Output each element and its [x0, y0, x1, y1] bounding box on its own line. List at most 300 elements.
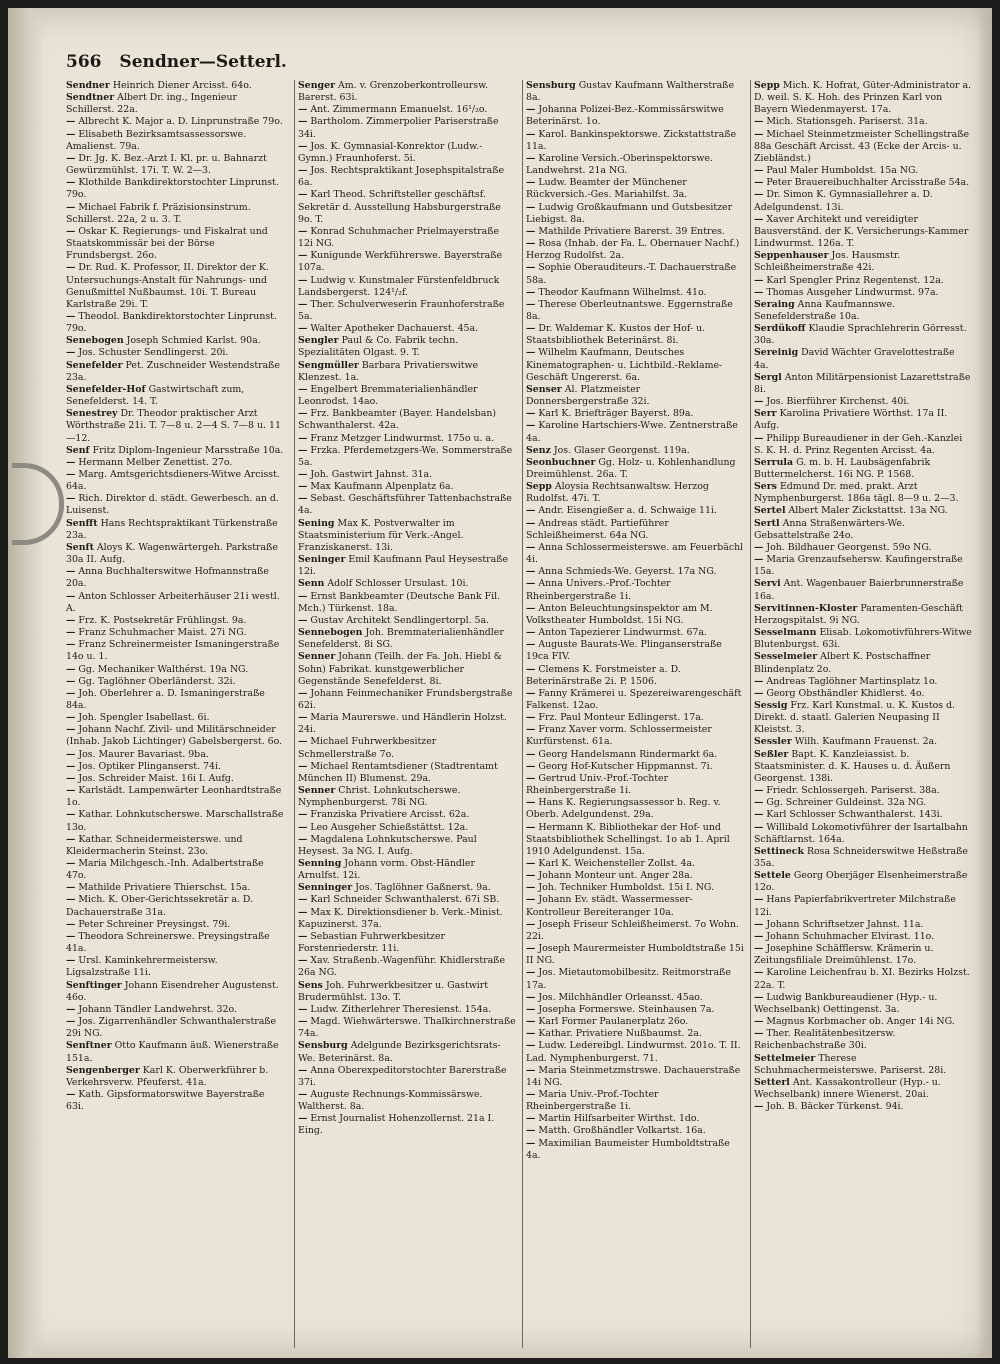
directory-entry [526, 323, 744, 347]
entry-surname: Settele [754, 870, 791, 882]
directory-entry [298, 80, 516, 104]
entry-details: Jos. K. Gymnasial-Konrektor (Ludw.-Gymn.) Fraunhoferst. 5i. [298, 140, 483, 164]
entry-surname: — [298, 469, 308, 480]
entry-surname: — [754, 943, 764, 955]
directory-entry [298, 554, 516, 578]
entry-details: Gg. Holz- u. Kohlenhandlung Dreimühlenst. 26a. T. [526, 456, 736, 480]
entry-surname: — [298, 189, 308, 201]
entry-details: Johann (Teilh. der Fa. Joh. Hiebl & Sohn) Fabrikat. kunstgewerblicher Gegenstände Senefelderst. 8i. [298, 651, 502, 687]
entry-surname: — [298, 760, 308, 772]
entry-surname: — [754, 541, 764, 553]
entry-surname: — [526, 128, 536, 140]
directory-entry [298, 980, 516, 1004]
directory-entry [66, 226, 284, 262]
entry-details: Frzka. Pferdemetzgers-We. Sommerstraße 5a. [298, 444, 513, 468]
entry-details: Gg. Mechaniker Walthérst. 19a NG. [78, 663, 249, 675]
entry-details: Maria Milchgesch.-Inh. Adalbertstraße 47o. [66, 858, 264, 882]
entry-details: Karl Theod. Schriftsteller geschäftsf. Sekretär d. Ausstellung Habsburgerstraße 9o. T. [298, 189, 501, 225]
entry-details: Theodora Schreinerswe. Preysingstraße 41a. [66, 930, 270, 955]
directory-entry [754, 1077, 972, 1101]
entry-surname: — [66, 1088, 76, 1100]
entry-details: Franz Metzger Lindwurmst. 175o u. a. [310, 432, 495, 444]
entry-details: Kathar. Lohnkutscherswe. Marschallstraße 13o. [66, 809, 284, 833]
entry-details: Karoline Leichenfrau b. XI. Bezirks Holzst. 22a. T. [754, 967, 970, 991]
entry-details: Johann Schuhmacher Elvirast. 11o. [766, 930, 935, 942]
entry-surname: — [526, 602, 536, 614]
entry-surname: Senner [298, 785, 336, 797]
entry-surname: Senninger [298, 882, 353, 894]
directory-entry [66, 931, 284, 955]
directory-entry [754, 347, 972, 371]
directory-entry [66, 894, 284, 918]
directory-entry [298, 1089, 516, 1113]
entry-surname: Senner [298, 651, 336, 663]
entry-surname: — [298, 104, 308, 116]
entry-details: Michael Rentamtsdiener (Stadtrentamt München II) Blumenst. 29a. [298, 760, 498, 784]
entry-details: Gustav Kaufmann Waltherstraße 8a. [526, 80, 734, 104]
entry-details: Theodol. Bankdirektorstochter Linprunst. 79o. [66, 310, 277, 335]
entry-details: Ant. Zimmermann Emanuelst. 16¹/₂o. [310, 104, 488, 116]
entry-details: Anna Kaufmannswe. Senefelderstraße 10a. [754, 298, 896, 322]
directory-entry [526, 797, 744, 821]
entry-surname: — [526, 712, 536, 724]
directory-entry [526, 992, 744, 1004]
directory-entry [526, 1113, 744, 1125]
directory-entry [66, 493, 284, 517]
directory-entry [66, 360, 284, 384]
entry-details: Gertrud Univ.-Prof.-Tochter Rheinbergerstraße 1i. [526, 772, 669, 797]
entry-surname: — [298, 250, 308, 262]
entry-details: Ant. Kassakontrolleur (Hyp.- u. Wechselbank) innere Wienerst. 20ai. [754, 1076, 941, 1100]
directory-entry [754, 688, 972, 700]
entry-details: Mich. K. Ober-Gerichtssekretär a. D. Dachauerstraße 31a. [66, 894, 254, 918]
entry-details: Josephine Schäfflersw. Krämerin u. Zeitungsfiliale Dreimühlenst. 17o. [754, 943, 934, 967]
entry-surname: — [526, 748, 536, 760]
directory-entry [66, 1016, 284, 1040]
entry-details: Michael Fuhrwerkbesitzer Schmellerstraße 7o. [298, 736, 437, 760]
entry-details: Karl Former Paulanerplatz 26o. [538, 1016, 689, 1028]
entry-surname: — [298, 274, 308, 286]
entry-surname: — [526, 1137, 536, 1149]
entry-surname: Sepp [526, 481, 552, 493]
entry-details: Willibald Lokomotivführer der Isartalbahn Schäftlarnst. 164a. [754, 821, 968, 845]
entry-details: Auguste Rechnungs-Kommissärswe. Waltherst. 8a. [298, 1088, 483, 1113]
entry-surname: — [526, 918, 536, 930]
entry-details: Maria Maurerswe. und Händlerin Holzst. 24i. [298, 712, 507, 736]
directory-entry [526, 347, 744, 383]
directory-entry [66, 92, 284, 116]
directory-entry [66, 335, 284, 347]
entry-details: Georg Obsthändler Khidlerst. 4o. [766, 687, 925, 699]
directory-entry [754, 372, 972, 396]
entry-details: Bartholom. Zimmerpolier Pariserstraße 34i. [298, 116, 499, 140]
directory-entry [754, 749, 972, 785]
entry-details: Klaudie Sprachlehrerin Görresst. 30a. [754, 323, 967, 347]
directory-entry [754, 919, 972, 931]
entry-surname: Seppenhauser [754, 250, 829, 262]
entry-details: Joh. Bremmaterialienhändler Senefelderst. 8i SG. [298, 627, 504, 651]
entry-surname: Senftinger [66, 979, 122, 991]
directory-entry [754, 80, 972, 116]
entry-surname: — [526, 1088, 536, 1100]
entry-surname: — [66, 687, 76, 699]
entry-details: Ludwig Bankbureaudiener (Hyp.- u. Wechselbank) Oettingenst. 3a. [754, 991, 938, 1015]
directory-entry [754, 542, 972, 554]
entry-surname: — [754, 821, 764, 833]
entry-details: Anna Schlossermeisterswe. am Feuerbächl 4i. [526, 541, 744, 566]
entry-surname: Senf [66, 444, 90, 456]
directory-entry [754, 275, 972, 287]
directory-entry [66, 129, 284, 153]
entry-surname: — [526, 1028, 536, 1040]
entry-surname: — [298, 590, 308, 602]
directory-entry [526, 1065, 744, 1089]
entry-details: Andr. Eisengießer a. d. Schwaige 11i. [538, 505, 717, 517]
directory-entry [298, 1016, 516, 1040]
entry-details: Karlstädt. Lampenwärter Leonhardtstraße 1o. [66, 785, 282, 809]
directory-entry [526, 1016, 744, 1028]
directory-entry [298, 116, 516, 140]
entry-details: Frz. Bankbeamter (Bayer. Handelsban) Schwanthalerst. 42a. [298, 408, 497, 432]
directory-entry [526, 639, 744, 663]
directory-entry [754, 931, 972, 943]
directory-entry [754, 809, 972, 821]
entry-details: Karl Spengler Prinz Regentenst. 12a. [766, 274, 944, 286]
directory-entry [298, 445, 516, 469]
directory-entry [66, 116, 284, 128]
entry-surname: — [298, 323, 308, 335]
directory-entry [66, 882, 284, 894]
entry-details: Karoline Versich.-Oberinspektorswe. Landwehrst. 21a NG. [526, 152, 713, 177]
directory-entry [298, 493, 516, 517]
entry-details: Mathilde Privatiere Barerst. 39 Entres. [538, 225, 725, 237]
entry-surname: — [66, 456, 76, 468]
entry-surname: — [754, 785, 764, 797]
directory-entry [298, 469, 516, 481]
entry-surname: — [298, 165, 308, 177]
entry-details: Johann Feinmechaniker Frundsbergstraße 62i. [298, 687, 513, 711]
entry-surname: — [66, 201, 76, 213]
entry-details: Max Kaufmann Alpenplatz 6a. [310, 481, 454, 493]
entry-surname: Senebogen [66, 335, 124, 347]
entry-details: Dr. Simon K. Gymnasiallehrer a. D. Adelgundenst. 13i. [754, 189, 933, 213]
directory-entry [754, 1016, 972, 1028]
entry-surname: Sesselmann [754, 627, 817, 639]
entry-surname: Sengenberger [66, 1064, 140, 1076]
directory-entry [526, 603, 744, 627]
directory-entry [66, 809, 284, 833]
directory-entry [526, 104, 744, 128]
entry-surname: — [754, 918, 764, 930]
page-edge [976, 8, 992, 1358]
entry-surname: Serrula [754, 456, 794, 468]
entry-details: Fritz Diplom-Ingenieur Marsstraße 10a. [92, 444, 284, 456]
directory-entry [298, 433, 516, 445]
entry-surname: — [66, 128, 76, 140]
entry-surname: — [526, 566, 536, 578]
entry-surname: — [754, 675, 764, 687]
directory-entry [298, 335, 516, 359]
entry-surname: — [526, 858, 536, 869]
entry-surname: — [526, 408, 536, 420]
entry-surname: — [526, 152, 536, 164]
directory-entry [66, 1040, 284, 1064]
entry-surname: Sers [754, 481, 777, 493]
directory-entry [754, 323, 972, 347]
entry-surname: Sertel [754, 505, 786, 517]
directory-entry [754, 603, 972, 627]
entry-details: Magnus Korbmacher ob. Anger 14i NG. [766, 1016, 955, 1028]
entry-details: Paul Maler Humboldst. 15a NG. [766, 165, 919, 177]
directory-entry [754, 518, 972, 542]
entry-surname: Seonbuchner [526, 456, 596, 468]
entry-details: Max K. Direktionsdiener b. Verk.-Minist. Kapuzinerst. 37a. [298, 906, 503, 930]
paper-clip [12, 463, 64, 545]
entry-surname: — [66, 310, 76, 322]
entry-surname: — [298, 1064, 308, 1076]
entry-surname: Seninger [298, 554, 346, 566]
directory-entry [66, 1065, 284, 1089]
directory-entry [754, 214, 972, 250]
entry-surname: — [298, 225, 308, 237]
entry-surname: — [298, 140, 308, 152]
directory-entry [298, 882, 516, 894]
entry-surname: — [754, 991, 764, 1003]
directory-entry [298, 226, 516, 250]
directory-entry [298, 408, 516, 432]
directory-entry [754, 943, 972, 967]
entry-surname: — [298, 930, 308, 942]
entry-surname: Sengmüller [298, 359, 359, 371]
directory-entry [526, 566, 744, 578]
entry-surname: — [526, 627, 536, 639]
entry-surname: — [66, 614, 76, 626]
directory-entry [754, 250, 972, 274]
entry-details: Maria Grenzaufsehersw. Kaufingerstraße 15a. [754, 554, 963, 578]
entry-details: Maximilian Baumeister Humboldtstraße 4a. [526, 1137, 730, 1161]
entry-details: Ludw. Zitherlehrer Theresienst. 154a. [310, 1003, 492, 1015]
entry-surname: — [298, 955, 308, 967]
entry-surname: — [526, 286, 536, 298]
entry-details: Magdalena Lohnkutscherswe. Paul Heysest. 3a NG. I. Aufg. [298, 833, 477, 857]
entry-details: Jos. Rechtspraktikant Josephspitalstraße 6a. [298, 165, 505, 189]
entry-details: Magd. Wiehwärterswe. Thalkirchnerstraße 74a. [298, 1016, 516, 1040]
entry-details: Bapt. K. Kanzleiassist. b. Staatsminister. d. K. Hauses u. d. Äußern Georgenst. 138i. [754, 748, 951, 784]
entry-surname: — [298, 1003, 308, 1015]
entry-surname: Seraing [754, 298, 795, 310]
directory-entry [66, 469, 284, 493]
entry-details: Johann Schriftsetzer Jahnst. 11a. [766, 918, 924, 930]
directory-entry [66, 773, 284, 785]
entry-details: Dr. Theodor praktischer Arzt Wörthstraße 21i. T. 7—8 u. 2—4 S. 7—8 u. 11—12. [66, 408, 281, 444]
entry-surname: Senn [298, 578, 325, 590]
directory-entry [526, 894, 744, 918]
entry-surname: — [66, 858, 76, 869]
entry-details: Theodor Kaufmann Wilhelmst. 41o. [538, 286, 707, 298]
entry-surname: Settineck [754, 845, 804, 857]
entry-surname: — [526, 578, 536, 590]
directory-entry [526, 749, 744, 761]
entry-details: Anton Schlosser Arbeiterhäuser 21i westl. A. [66, 590, 280, 614]
directory-entry [66, 347, 284, 359]
entry-surname: Serdükoff [754, 323, 806, 335]
entry-details: Johann vorm. Obst-Händler Arnulfst. 12i. [298, 858, 475, 882]
entry-surname: — [66, 116, 76, 128]
directory-entry [66, 311, 284, 335]
entry-surname: Sensburg [526, 80, 576, 91]
entry-details: Ant. Wagenbauer Baierbrunnerstraße 16a. [754, 578, 964, 602]
entry-details: Barbara Privatierswitwe Klenzest. 1a. [298, 359, 479, 383]
directory-entry [754, 700, 972, 736]
directory-entry [526, 457, 744, 481]
entry-details: Anna Univers.-Prof.-Tochter Rheinbergerstraße 1i. [526, 578, 671, 602]
entry-details: Johann Eisendreher Augustenst. 46o. [66, 979, 279, 1003]
directory-entry [526, 262, 744, 286]
book-gutter [8, 8, 44, 1358]
entry-details: Adelgunde Bezirksgerichtsrats-We. Beterinärst. 8a. [298, 1040, 501, 1064]
directory-entry [526, 1028, 744, 1040]
entry-details: Gastwirtschaft zum, Senefelderst. 14. T. [66, 383, 245, 408]
entry-surname: Senestrey [66, 408, 118, 420]
entry-surname: Sensburg [298, 1040, 348, 1052]
entry-surname: — [66, 1016, 76, 1028]
entry-details: Thomas Ausgeher Lindwurmst. 97a. [766, 286, 939, 298]
directory-entry [298, 785, 516, 809]
entry-details: Ludwig Großkaufmann und Gutsbesitzer Liebigst. 8a. [526, 201, 733, 225]
directory-entry [526, 882, 744, 894]
entry-details: Kunigunde Werkführerswe. Bayerstraße 107a. [298, 250, 503, 274]
entry-surname: Sessler [754, 736, 792, 748]
entry-details: Al. Platzmeister Donnersbergerstraße 32i. [526, 383, 650, 408]
entry-surname: — [526, 1064, 536, 1076]
entry-surname: — [526, 517, 536, 529]
entry-surname: — [66, 663, 76, 675]
entry-surname: — [298, 432, 308, 444]
entry-details: Franziska Privatiere Arcisst. 62a. [310, 809, 470, 821]
directory-entry [298, 299, 516, 323]
entry-surname: — [298, 408, 308, 420]
directory-entry [526, 420, 744, 444]
directory-entry [66, 445, 284, 457]
entry-details: Paul & Co. Fabrik techn. Spezialitäten Olgast. 9. T. [298, 335, 459, 359]
entry-surname: — [754, 286, 764, 298]
entry-details: Dr. Rud. K. Professor, II. Direktor der K. Untersuchungs-Anstalt für Nahrungs- und Genußmittel Nußbaumst. 10i. T. Bureau Karlstraße 29i. T. [66, 262, 269, 310]
entry-surname: — [754, 274, 764, 286]
entry-details: Joh. Techniker Humboldst. 15i I. NG. [538, 882, 715, 894]
entry-surname: Senftner [66, 1040, 112, 1052]
entry-surname: — [526, 1040, 536, 1052]
directory-entry [66, 1089, 284, 1113]
directory-entry [298, 615, 516, 627]
entry-details: Mich. K. Hofrat, Güter-Administrator a. D. weil. S. K. Hoh. des Prinzen Karl von Bayern Wiedenmayerst. 17a. [754, 80, 972, 116]
entry-surname: — [526, 1016, 536, 1028]
entry-surname: — [66, 955, 76, 967]
directory-entry [526, 1004, 744, 1016]
directory-entry [66, 761, 284, 773]
directory-entry [526, 870, 744, 882]
column-divider [522, 80, 523, 1348]
entry-surname: — [526, 177, 536, 189]
directory-entry [66, 177, 284, 201]
directory-entry [66, 457, 284, 469]
directory-entry [526, 773, 744, 797]
directory-entry [298, 688, 516, 712]
directory-entry [754, 846, 972, 870]
entry-surname: — [526, 870, 536, 882]
entry-details: Jos. Milchhändler Orleansst. 45ao. [538, 991, 703, 1003]
entry-surname: — [66, 785, 76, 797]
entry-surname: — [526, 225, 536, 237]
entry-surname: — [526, 967, 536, 979]
entry-surname: — [66, 809, 76, 821]
directory-entry [66, 919, 284, 931]
entry-details: Sebast. Geschäftsführer Tattenbachstraße 4a. [298, 493, 512, 517]
entry-details: Georg Handelsmann Rindermarkt 6a. [538, 748, 718, 760]
directory-entry [66, 518, 284, 542]
entry-surname: Servi [754, 578, 781, 590]
entry-surname: — [754, 1101, 764, 1113]
entry-surname: — [66, 347, 76, 359]
directory-entry [66, 858, 284, 882]
entry-details: Christ. Lohnkutscherswe. Nymphenburgerst. 78i NG. [298, 785, 461, 809]
entry-details: Klothilde Bankdirektorstochter Linprunst. 79o. [66, 177, 279, 201]
entry-details: Ernst Journalist Hohenzollernst. 21a I. Eing. [298, 1113, 495, 1137]
entry-surname: — [526, 1125, 536, 1137]
entry-details: Michael Steinmetzmeister Schellingstraße 88a Geschäft Arcisst. 43 (Ecke der Arcis- u. Ziebländst.) [754, 128, 970, 164]
entry-surname: — [526, 201, 536, 213]
entry-surname: Serr [754, 408, 777, 420]
directory-entry [754, 627, 972, 651]
directory-entry [298, 822, 516, 834]
directory-entry [66, 80, 284, 92]
directory-entry [526, 80, 744, 104]
entry-details: Franz Xaver vorm. Schlossermeister Kurfürstenst. 61a. [526, 724, 712, 748]
entry-surname: — [754, 128, 764, 140]
entry-details: Anna Schmieds-We. Geyerst. 17a NG. [538, 566, 717, 578]
directory-entry [754, 651, 972, 675]
directory-entry [66, 639, 284, 663]
entry-surname: — [298, 116, 308, 128]
entry-details: Sebastian Fuhrwerkbesitzer Forstenriederstr. 11i. [298, 930, 445, 955]
directory-entry [754, 967, 972, 991]
directory-entry [298, 1065, 516, 1089]
entry-details: Leo Ausgeher Schießstättst. 12a. [310, 821, 469, 833]
entry-surname: — [526, 894, 536, 906]
entry-surname: — [66, 469, 76, 480]
directory-entry [526, 712, 744, 724]
entry-details: Jos. Schuster Sendlingerst. 20i. [78, 347, 229, 359]
entry-surname: — [754, 165, 764, 177]
directory-entry [298, 275, 516, 299]
entry-surname: — [754, 809, 764, 821]
entry-surname: — [754, 1016, 764, 1028]
entry-surname: — [526, 797, 536, 809]
directory-entry [298, 736, 516, 760]
entry-details: Xaver Architekt und vereidigter Bausverständ. der K. Versicherungs-Kammer Lindwurmst. 126a. T. [754, 213, 969, 250]
directory-entry [526, 153, 744, 177]
entry-surname: — [66, 1003, 76, 1015]
entry-details: Peter Brauereibuchhalter Arcisstraße 54a. [766, 177, 970, 189]
directory-entry [526, 761, 744, 773]
directory-entry [754, 481, 972, 505]
entry-details: Peter Schreiner Preysingst. 79i. [78, 918, 231, 930]
entry-details: Joseph Maurermeister Humboldtstraße 15i II NG. [526, 943, 744, 967]
directory-entry [66, 153, 284, 177]
entry-surname: Servitinnen-Kloster [754, 602, 858, 614]
entry-details: Kathar. Privatiere Nußbaumst. 2a. [538, 1028, 702, 1040]
directory-entry [526, 1089, 744, 1113]
entry-details: Albrecht K. Major a. D. Linprunstraße 79o. [78, 116, 283, 128]
